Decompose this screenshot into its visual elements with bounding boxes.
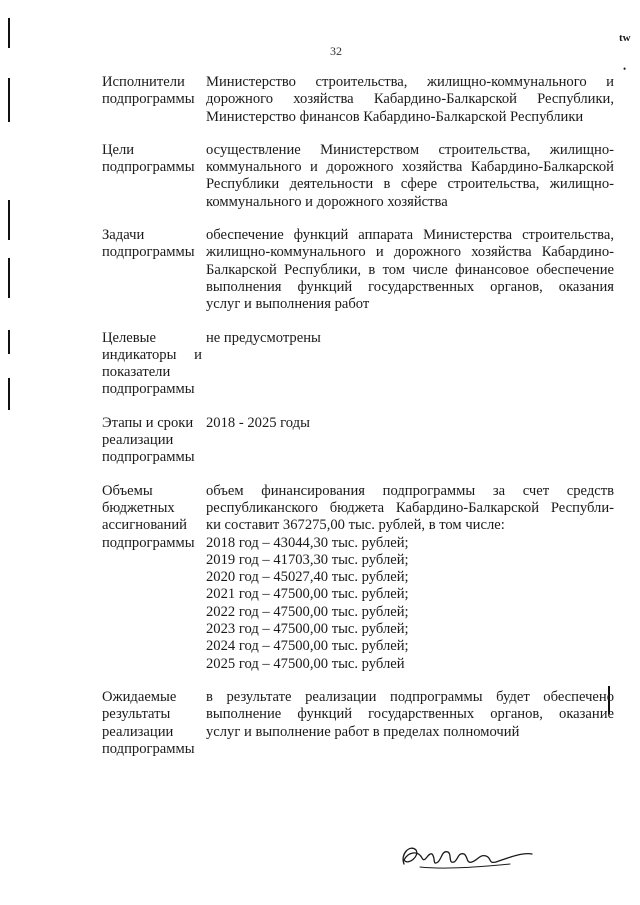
value-line: не предусмотрены <box>206 329 321 346</box>
row-label <box>102 689 206 758</box>
value-line: объем финансирования подпрограммы за счет средств <box>206 482 614 499</box>
value-line: 2018 - 2025 годы <box>206 414 310 431</box>
budget-year-line: 2023 год – 47500,00 тыс. рублей; <box>206 621 409 638</box>
row-value <box>206 330 614 399</box>
value-line: Министерство финансов Кабардино-Балкарской Республики <box>206 108 584 125</box>
label-line: подпрограммы <box>102 244 195 261</box>
label-line: Цели <box>102 141 135 158</box>
label-line: реализации <box>102 432 174 449</box>
value-line: обеспечение функций аппарата Министерства строительства, <box>206 227 614 244</box>
label-line: подпрограммы <box>102 159 195 176</box>
value-line: дорожного хозяйства Кабардино-Балкарской Республики, <box>206 91 614 108</box>
label-line: Ожидаемые <box>102 688 177 705</box>
passport-row-tasks <box>102 227 614 313</box>
handwritten-signature <box>398 836 538 876</box>
budget-year-line: 2020 год – 45027,40 тыс. рублей; <box>206 569 409 586</box>
label-line: Целевые <box>102 329 156 346</box>
scan-edge-mark <box>8 378 10 410</box>
scan-edge-mark <box>8 78 10 122</box>
row-label <box>102 74 206 126</box>
row-label <box>102 483 206 673</box>
label-line: показатели <box>102 364 171 381</box>
label-line: Этапы и сроки <box>102 414 194 431</box>
row-label <box>102 415 206 467</box>
row-value <box>206 142 614 211</box>
label-line: реализации <box>102 723 174 740</box>
row-value <box>206 483 614 673</box>
row-value <box>206 227 614 313</box>
row-label <box>102 227 206 313</box>
scan-edge-mark <box>8 18 10 48</box>
label-line: подпрограммы <box>102 534 195 551</box>
row-value <box>206 415 614 467</box>
label-line: Объемы <box>102 482 153 499</box>
row-label <box>102 142 206 211</box>
passport-row-indicators <box>102 330 614 399</box>
budget-year-line: 2021 год – 47500,00 тыс. рублей; <box>206 586 409 603</box>
budget-year-line: 2024 год – 47500,00 тыс. рублей; <box>206 638 409 655</box>
scan-edge-mark <box>8 258 10 298</box>
scan-edge-mark <box>8 330 10 354</box>
corner-mark: • <box>623 64 627 74</box>
value-line: услуг и выполнение работ в пределах полномочий <box>206 723 520 740</box>
value-line: коммунального и дорожного хозяйства <box>206 193 448 210</box>
value-line: осуществление Министерством строительства, жилищно- <box>206 141 614 158</box>
row-value <box>206 689 614 758</box>
passport-row-executors <box>102 74 614 126</box>
value-line: Республики деятельности в сфере строительства, жилищно- <box>206 176 614 193</box>
value-line: коммунального и дорожного хозяйства Кабардино-Балкарской <box>206 159 614 176</box>
value-line: выполнение функций государственных органов, оказание <box>206 706 614 723</box>
value-line: ки составит 367275,00 тыс. рублей, в том числе: <box>206 517 505 534</box>
label-line: индикаторы и <box>102 346 202 363</box>
label-line: Задачи <box>102 227 145 244</box>
corner-mark: tw <box>619 32 631 44</box>
value-line: Балкарской Республики, в том числе финансовое обеспечение <box>206 261 614 278</box>
row-label <box>102 330 206 399</box>
row-value <box>206 74 614 126</box>
subprogram-passport <box>102 74 614 774</box>
label-line: результаты <box>102 706 171 723</box>
value-line: Министерство строительства, жилищно-коммунального и <box>206 74 614 90</box>
label-line: бюджетных <box>102 499 175 516</box>
passport-row-budget <box>102 483 614 673</box>
budget-year-line: 2022 год – 47500,00 тыс. рублей; <box>206 603 409 620</box>
budget-year-line: 2018 год – 43044,30 тыс. рублей; <box>206 534 409 551</box>
budget-year-line: 2019 год – 41703,30 тыс. рублей; <box>206 551 409 568</box>
label-line: подпрограммы <box>102 91 195 108</box>
value-line: республиканского бюджета Кабардино-Балкарской Республи- <box>206 499 614 516</box>
passport-row-goals <box>102 142 614 211</box>
label-line: подпрограммы <box>102 381 195 398</box>
label-line: Исполнители <box>102 74 185 90</box>
label-line: подпрограммы <box>102 740 195 757</box>
value-line: в результате реализации подпрограммы будет обеспечено <box>206 688 614 705</box>
value-line: жилищно-коммунального и дорожного хозяйства Кабардино- <box>206 244 614 261</box>
passport-row-results <box>102 689 614 758</box>
value-line: выполнения функций государственных органов, оказания <box>206 278 614 295</box>
budget-year-line: 2025 год – 47500,00 тыс. рублей <box>206 655 405 672</box>
passport-row-stages <box>102 415 614 467</box>
value-line: услуг и выполнения работ <box>206 296 370 313</box>
label-line: ассигнований <box>102 517 187 534</box>
scan-edge-mark <box>8 200 10 240</box>
label-line: подпрограммы <box>102 449 195 466</box>
page-number: 32 <box>330 44 342 58</box>
